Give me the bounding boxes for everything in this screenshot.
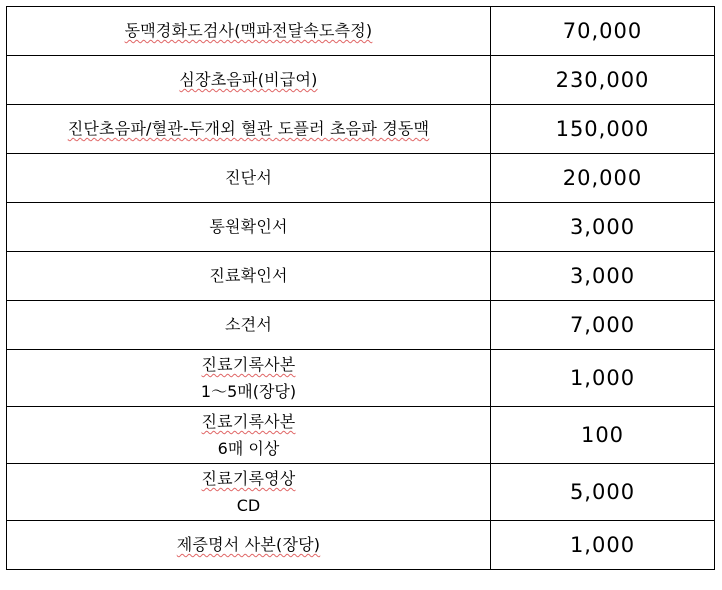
item-name: 진료기록영상 xyxy=(201,469,296,488)
item-price: 3,000 xyxy=(569,215,636,239)
table-row xyxy=(7,464,715,521)
item-name-cell xyxy=(7,105,491,154)
table-row xyxy=(7,407,715,464)
item-price-cell xyxy=(491,105,715,154)
table-row xyxy=(7,301,715,350)
item-price-cell xyxy=(491,154,715,203)
table-row xyxy=(7,105,715,154)
item-price-cell xyxy=(491,407,715,464)
item-price: 70,000 xyxy=(562,19,643,43)
item-price: 7,000 xyxy=(569,313,636,337)
table-row xyxy=(7,7,715,56)
item-name-cell xyxy=(7,203,491,252)
item-name-cell xyxy=(7,350,491,407)
fee-table xyxy=(6,6,715,570)
item-name-cell xyxy=(7,521,491,570)
table-row xyxy=(7,56,715,105)
item-price-cell xyxy=(491,7,715,56)
item-name-cell xyxy=(7,252,491,301)
item-price: 150,000 xyxy=(555,117,650,141)
item-price: 5,000 xyxy=(569,480,636,504)
table-row xyxy=(7,203,715,252)
item-name: 진료확인서 xyxy=(209,266,288,285)
item-price-cell xyxy=(491,252,715,301)
item-price-cell xyxy=(491,350,715,407)
item-subtext: CD xyxy=(236,496,261,515)
item-name-cell xyxy=(7,407,491,464)
item-price: 1,000 xyxy=(569,533,636,557)
item-price: 20,000 xyxy=(562,166,643,190)
item-name: 심장초음파(비급여) xyxy=(179,70,318,89)
item-price-cell xyxy=(491,464,715,521)
item-name-cell xyxy=(7,7,491,56)
item-name: 진단서 xyxy=(225,168,272,187)
item-name: 동맥경화도검사(맥파전달속도측정) xyxy=(124,21,373,40)
table-row xyxy=(7,521,715,570)
item-name-cell xyxy=(7,56,491,105)
table-row xyxy=(7,154,715,203)
item-name: 제증명서 사본(장당) xyxy=(176,535,321,554)
item-name: 소견서 xyxy=(225,315,272,334)
item-name: 진료기록사본 xyxy=(201,355,296,374)
item-subtext: 6매 이상 xyxy=(217,439,280,458)
item-name-cell xyxy=(7,301,491,350)
item-price-cell xyxy=(491,56,715,105)
item-price-cell xyxy=(491,521,715,570)
item-price: 100 xyxy=(580,423,625,447)
item-price-cell xyxy=(491,203,715,252)
item-subtext: 1～5매(장당) xyxy=(200,382,297,401)
item-price-cell xyxy=(491,301,715,350)
item-price: 230,000 xyxy=(555,68,650,92)
item-price: 3,000 xyxy=(569,264,636,288)
item-name-cell xyxy=(7,154,491,203)
item-price: 1,000 xyxy=(569,366,636,390)
item-name: 진단초음파/혈관-두개외 혈관 도플러 초음파 경동맥 xyxy=(67,119,430,138)
table-row xyxy=(7,252,715,301)
item-name-cell xyxy=(7,464,491,521)
table-row xyxy=(7,350,715,407)
item-name: 진료기록사본 xyxy=(201,412,296,431)
item-name: 통원확인서 xyxy=(209,217,288,236)
